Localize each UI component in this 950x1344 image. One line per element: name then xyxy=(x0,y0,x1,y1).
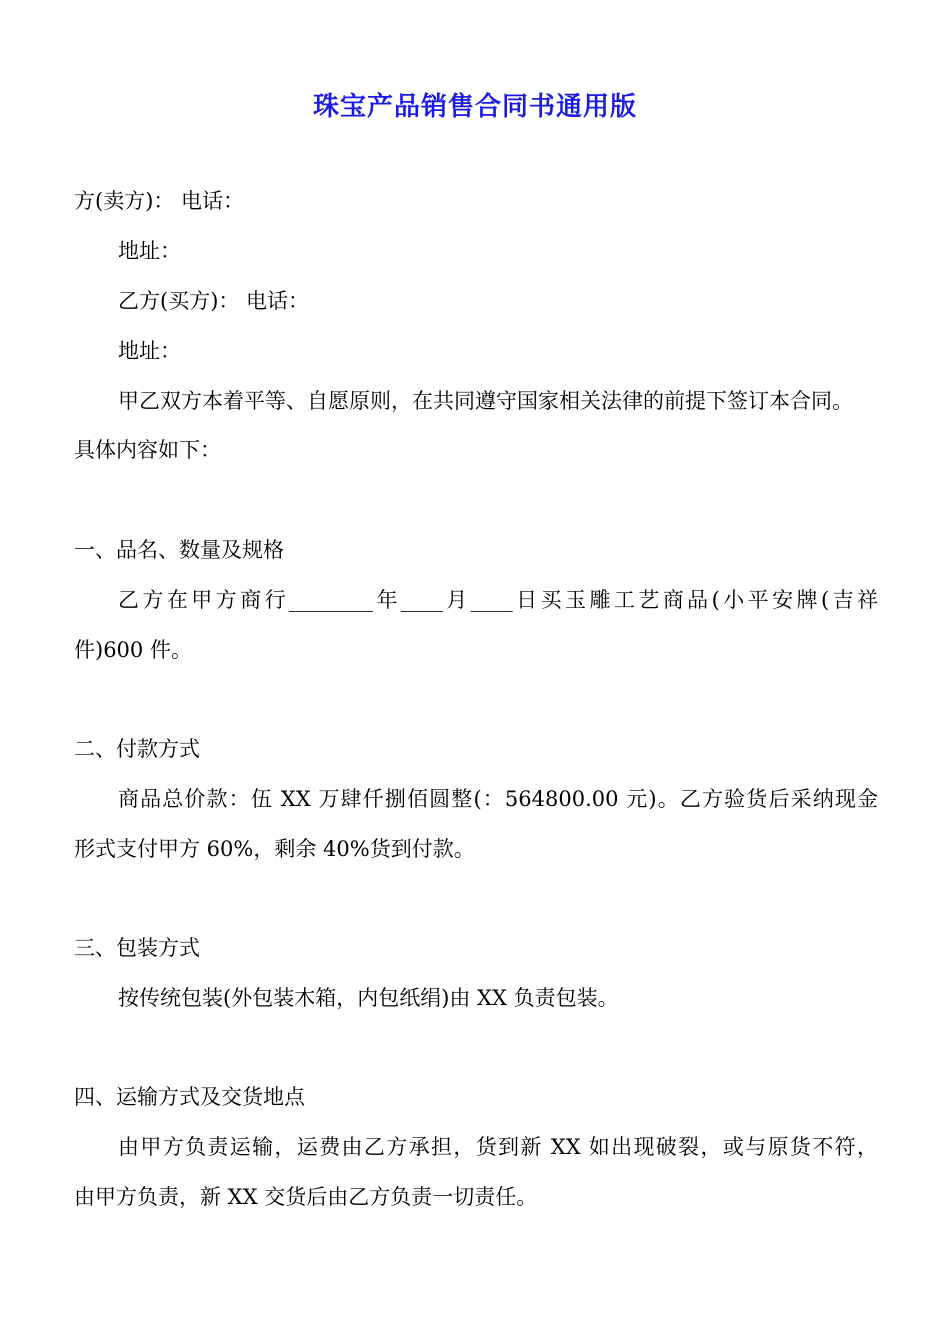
section-text-payment-line2: 形式支付甲方 60%，剩余 40%货到付款。 xyxy=(74,837,475,861)
section-text-product-line1: 乙方在甲方商行________年____月____日买玉雕工艺商品(小平安牌(吉祥 xyxy=(118,588,878,612)
party-b-address: 地址： xyxy=(118,339,181,363)
party-a-line: 方(卖方)： 电话： xyxy=(74,189,245,213)
intro-paragraph-line1: 甲乙双方本着平等、自愿原则，在共同遵守国家相关法律的前提下签订本合同。 xyxy=(118,389,853,413)
section-text-product-line2: 件)600 件。 xyxy=(74,638,192,662)
section-text-packaging-line1: 按传统包装(外包装木箱，内包纸绢)由 XX 负责包装。 xyxy=(118,986,619,1010)
section-text-payment-line1: 商品总价款：伍 XX 万肆仟捌佰圆整(：564800.00 元)。乙方验货后采纳现金 xyxy=(118,787,878,811)
document-title: 珠宝产品销售合同书通用版 xyxy=(312,92,637,122)
intro-paragraph-line2: 具体内容如下： xyxy=(74,438,221,462)
section-heading-packaging: 三、包装方式 xyxy=(74,936,200,960)
section-heading-transport: 四、运输方式及交货地点 xyxy=(74,1085,305,1109)
section-heading-product: 一、品名、数量及规格 xyxy=(74,538,284,562)
party-b-line: 乙方(买方)： 电话： xyxy=(118,289,310,313)
party-a-address: 地址： xyxy=(118,239,181,263)
section-text-transport-line2: 由甲方负责，新 XX 交货后由乙方负责一切责任。 xyxy=(74,1185,538,1209)
section-heading-payment: 二、付款方式 xyxy=(74,737,200,761)
section-text-transport-line1: 由甲方负责运输，运费由乙方承担，货到新 XX 如出现破裂，或与原货不符， xyxy=(118,1135,878,1159)
